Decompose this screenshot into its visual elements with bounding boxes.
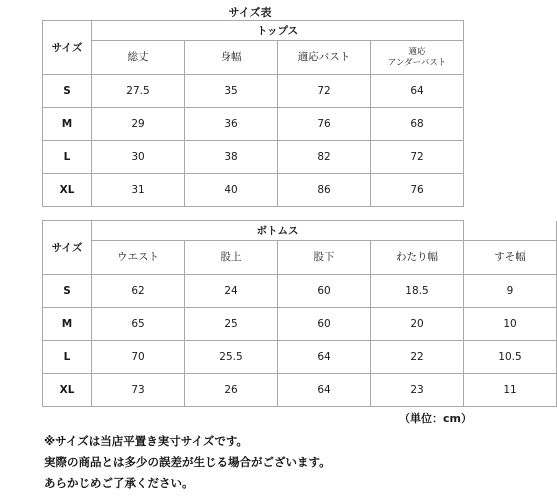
tops-group-header: トップス xyxy=(92,21,464,41)
table-cell: 10 xyxy=(464,308,557,341)
tops-col-header: 総丈 xyxy=(92,41,185,75)
size-label: M xyxy=(43,308,92,341)
table-cell: 26 xyxy=(185,374,278,407)
table-cell: 23 xyxy=(371,374,464,407)
table-cell: 64 xyxy=(371,75,464,108)
table-row xyxy=(43,374,557,407)
table-cell: 9 xyxy=(464,275,557,308)
bottoms-col-header: 股上 xyxy=(185,241,278,275)
page-title: サイズ表 xyxy=(228,6,272,19)
table-cell: 31 xyxy=(92,174,185,207)
size-label: S xyxy=(43,75,92,108)
note-line: 実際の商品とは多少の誤差が生じる場合がございます。 xyxy=(44,455,331,469)
table-cell: 72 xyxy=(278,75,371,108)
table-cell: 20 xyxy=(371,308,464,341)
table-cell: 60 xyxy=(278,275,371,308)
table-cell: 27.5 xyxy=(92,75,185,108)
size-label: XL xyxy=(43,174,92,207)
table-cell: 11 xyxy=(464,374,557,407)
size-label: M xyxy=(43,108,92,141)
table-cell: 40 xyxy=(185,174,278,207)
tops-col-header: 身幅 xyxy=(185,41,278,75)
bottoms-col-header: ウエスト xyxy=(92,241,185,275)
table-row xyxy=(43,275,557,308)
table-cell: 82 xyxy=(278,141,371,174)
table-cell: 38 xyxy=(185,141,278,174)
table-cell: 36 xyxy=(185,108,278,141)
table-cell: 24 xyxy=(185,275,278,308)
tops-size-table xyxy=(42,20,464,207)
bottoms-group-header: ボトムス xyxy=(92,221,464,241)
bottoms-col-header: わたり幅 xyxy=(371,241,464,275)
table-row xyxy=(43,75,464,108)
bottoms-size-header: サイズ xyxy=(43,221,92,275)
table-cell: 64 xyxy=(278,374,371,407)
table-row xyxy=(43,108,464,141)
table-row xyxy=(43,141,464,174)
tops-size-header: サイズ xyxy=(43,21,92,75)
size-label: S xyxy=(43,275,92,308)
table-cell: 65 xyxy=(92,308,185,341)
size-label: XL xyxy=(43,374,92,407)
unit-label: （単位：cm） xyxy=(399,412,472,425)
table-cell: 22 xyxy=(371,341,464,374)
note-line: あらかじめご了承ください。 xyxy=(44,476,194,490)
table-cell: 86 xyxy=(278,174,371,207)
table-cell: 62 xyxy=(92,275,185,308)
size-notes xyxy=(44,431,484,494)
table-cell: 30 xyxy=(92,141,185,174)
table-row xyxy=(43,341,557,374)
note-line: ※サイズは当店平置き実寸サイズです。 xyxy=(44,434,248,448)
table-cell: 25 xyxy=(185,308,278,341)
table-cell: 68 xyxy=(371,108,464,141)
size-label: L xyxy=(43,341,92,374)
table-cell: 18.5 xyxy=(371,275,464,308)
table-cell: 60 xyxy=(278,308,371,341)
tops-col-header: 適応 アンダーバスト xyxy=(371,41,464,75)
table-cell: 25.5 xyxy=(185,341,278,374)
tops-col-header: 適応バスト xyxy=(278,41,371,75)
bottoms-size-table xyxy=(42,220,557,407)
table-cell: 70 xyxy=(92,341,185,374)
table-row xyxy=(43,174,464,207)
table-cell: 76 xyxy=(278,108,371,141)
table-cell: 29 xyxy=(92,108,185,141)
table-cell: 10.5 xyxy=(464,341,557,374)
size-label: L xyxy=(43,141,92,174)
header-spacer xyxy=(464,221,557,241)
table-cell: 76 xyxy=(371,174,464,207)
bottoms-col-header: 股下 xyxy=(278,241,371,275)
table-cell: 73 xyxy=(92,374,185,407)
table-cell: 64 xyxy=(278,341,371,374)
table-cell: 35 xyxy=(185,75,278,108)
bottoms-col-header: すそ幅 xyxy=(464,241,557,275)
table-row xyxy=(43,308,557,341)
table-cell: 72 xyxy=(371,141,464,174)
